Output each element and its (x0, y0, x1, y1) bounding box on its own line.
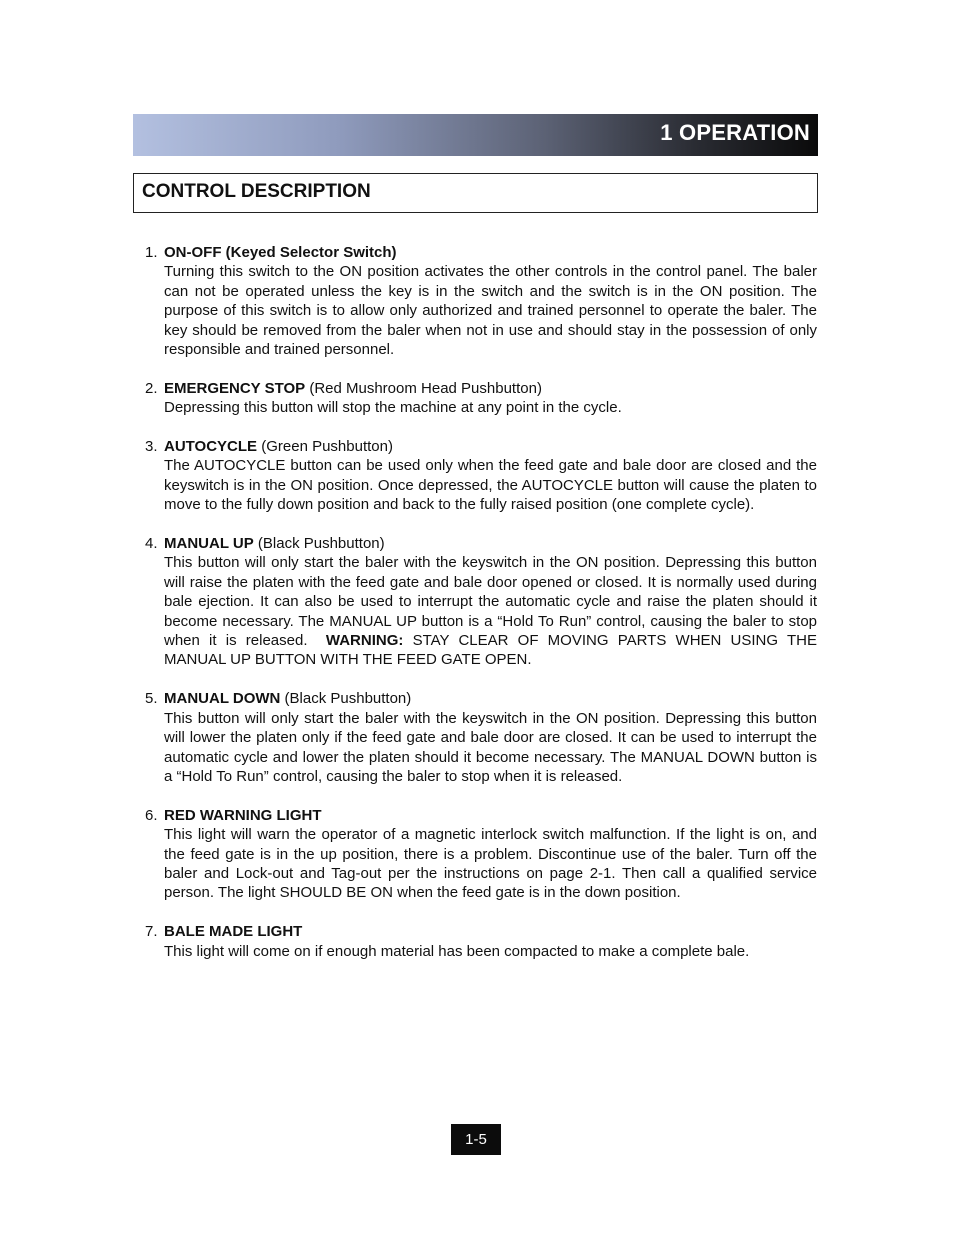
item-title: BALE MADE LIGHT (164, 923, 303, 941)
list-item (142, 437, 817, 515)
section-title: CONTROL DESCRIPTION (142, 181, 371, 202)
item-description: This light will come on if enough material has been compacted to make a complete bale. (164, 942, 750, 960)
item-description: The AUTOCYCLE button can be used only when the feed gate and bale door are closed and the keyswitch is in the ON position. Once depressed, the AUTOCYCLE button will cause the platen to move to the fully down position and back to the fully raised position (one complete cycle). (164, 457, 817, 514)
item-description: This button will only start the baler with the keyswitch in the ON position. Depressing this button will lower the platen only if the feed gate and bale door are closed. It can be used to interrupt the automatic cycle and lower the platen should it become necessary. The MANUAL DOWN button is a “Hold To Run” control, causing the baler to stop when it is released. (164, 709, 817, 785)
list-item (142, 922, 817, 961)
page-number: 1-5 (451, 1124, 501, 1155)
item-description: This button will only start the baler with the keyswitch in the ON position. Depressing this button will raise the platen with the feed gate and bale door opened or closed. It is normally used during bale ejection. It can also be used to interrupt the automatic cycle and raise the platen should it become necessary. The MANUAL UP button is a “Hold To Run” control, causing the baler to stop when it is released. WARNING: STAY CLEAR OF MOVING PARTS WHEN USING THE MANUAL UP BUTTON WITH THE FEED GATE OPEN. (164, 554, 817, 669)
item-title: AUTOCYCLE (Green Pushbutton) (164, 438, 393, 456)
warning-label: WARNING: (325, 632, 404, 650)
list-item (142, 806, 817, 903)
chapter-header-bar (133, 114, 818, 156)
list-item (142, 379, 817, 418)
item-title: EMERGENCY STOP (Red Mushroom Head Pushbutton) (164, 379, 542, 397)
list-item (142, 243, 817, 359)
item-description: This light will warn the operator of a magnetic interlock switch malfunction. If the light is on, and the feed gate is in the up position, there is a problem. Discontinue use of the baler. Turn off the baler and Lock-out and Tag-out per the instructions on page 2-1. Then call a qualified service person. The light SHOULD BE ON when the feed gate is in the down position. (164, 826, 817, 902)
item-title: RED WARNING LIGHT (164, 806, 322, 824)
item-number: 3. (145, 438, 158, 456)
item-number: 2. (145, 379, 158, 397)
item-number: 4. (145, 535, 158, 553)
item-title: MANUAL UP (Black Pushbutton) (164, 535, 385, 553)
item-number: 7. (145, 923, 158, 941)
control-description-list (142, 243, 817, 980)
item-number: 5. (145, 690, 158, 708)
list-item (142, 534, 817, 670)
item-title: MANUAL DOWN (Black Pushbutton) (164, 690, 412, 708)
list-item (142, 689, 817, 786)
item-number: 1. (145, 244, 158, 261)
item-description: Depressing this button will stop the machine at any point in the cycle. (164, 399, 622, 417)
item-number: 6. (145, 806, 158, 824)
item-description: Turning this switch to the ON position activates the other controls in the control panel. The baler can not be operated unless the key is in the switch and the switch is in the ON position. The purpose of this switch is to allow only authorized and trained personnel to operate the baler. The key should be removed from the baler when not in use and should stay in the possession of only responsible and trained personnel. (164, 263, 817, 359)
chapter-title: 1 OPERATION (660, 120, 810, 145)
section-heading-box (133, 173, 818, 213)
warning-text: STAY CLEAR OF MOVING PARTS WHEN USING THE MANUAL UP BUTTON WITH THE FEED GATE OPEN. (164, 632, 817, 669)
item-title: ON-OFF (Keyed Selector Switch) (164, 244, 397, 261)
